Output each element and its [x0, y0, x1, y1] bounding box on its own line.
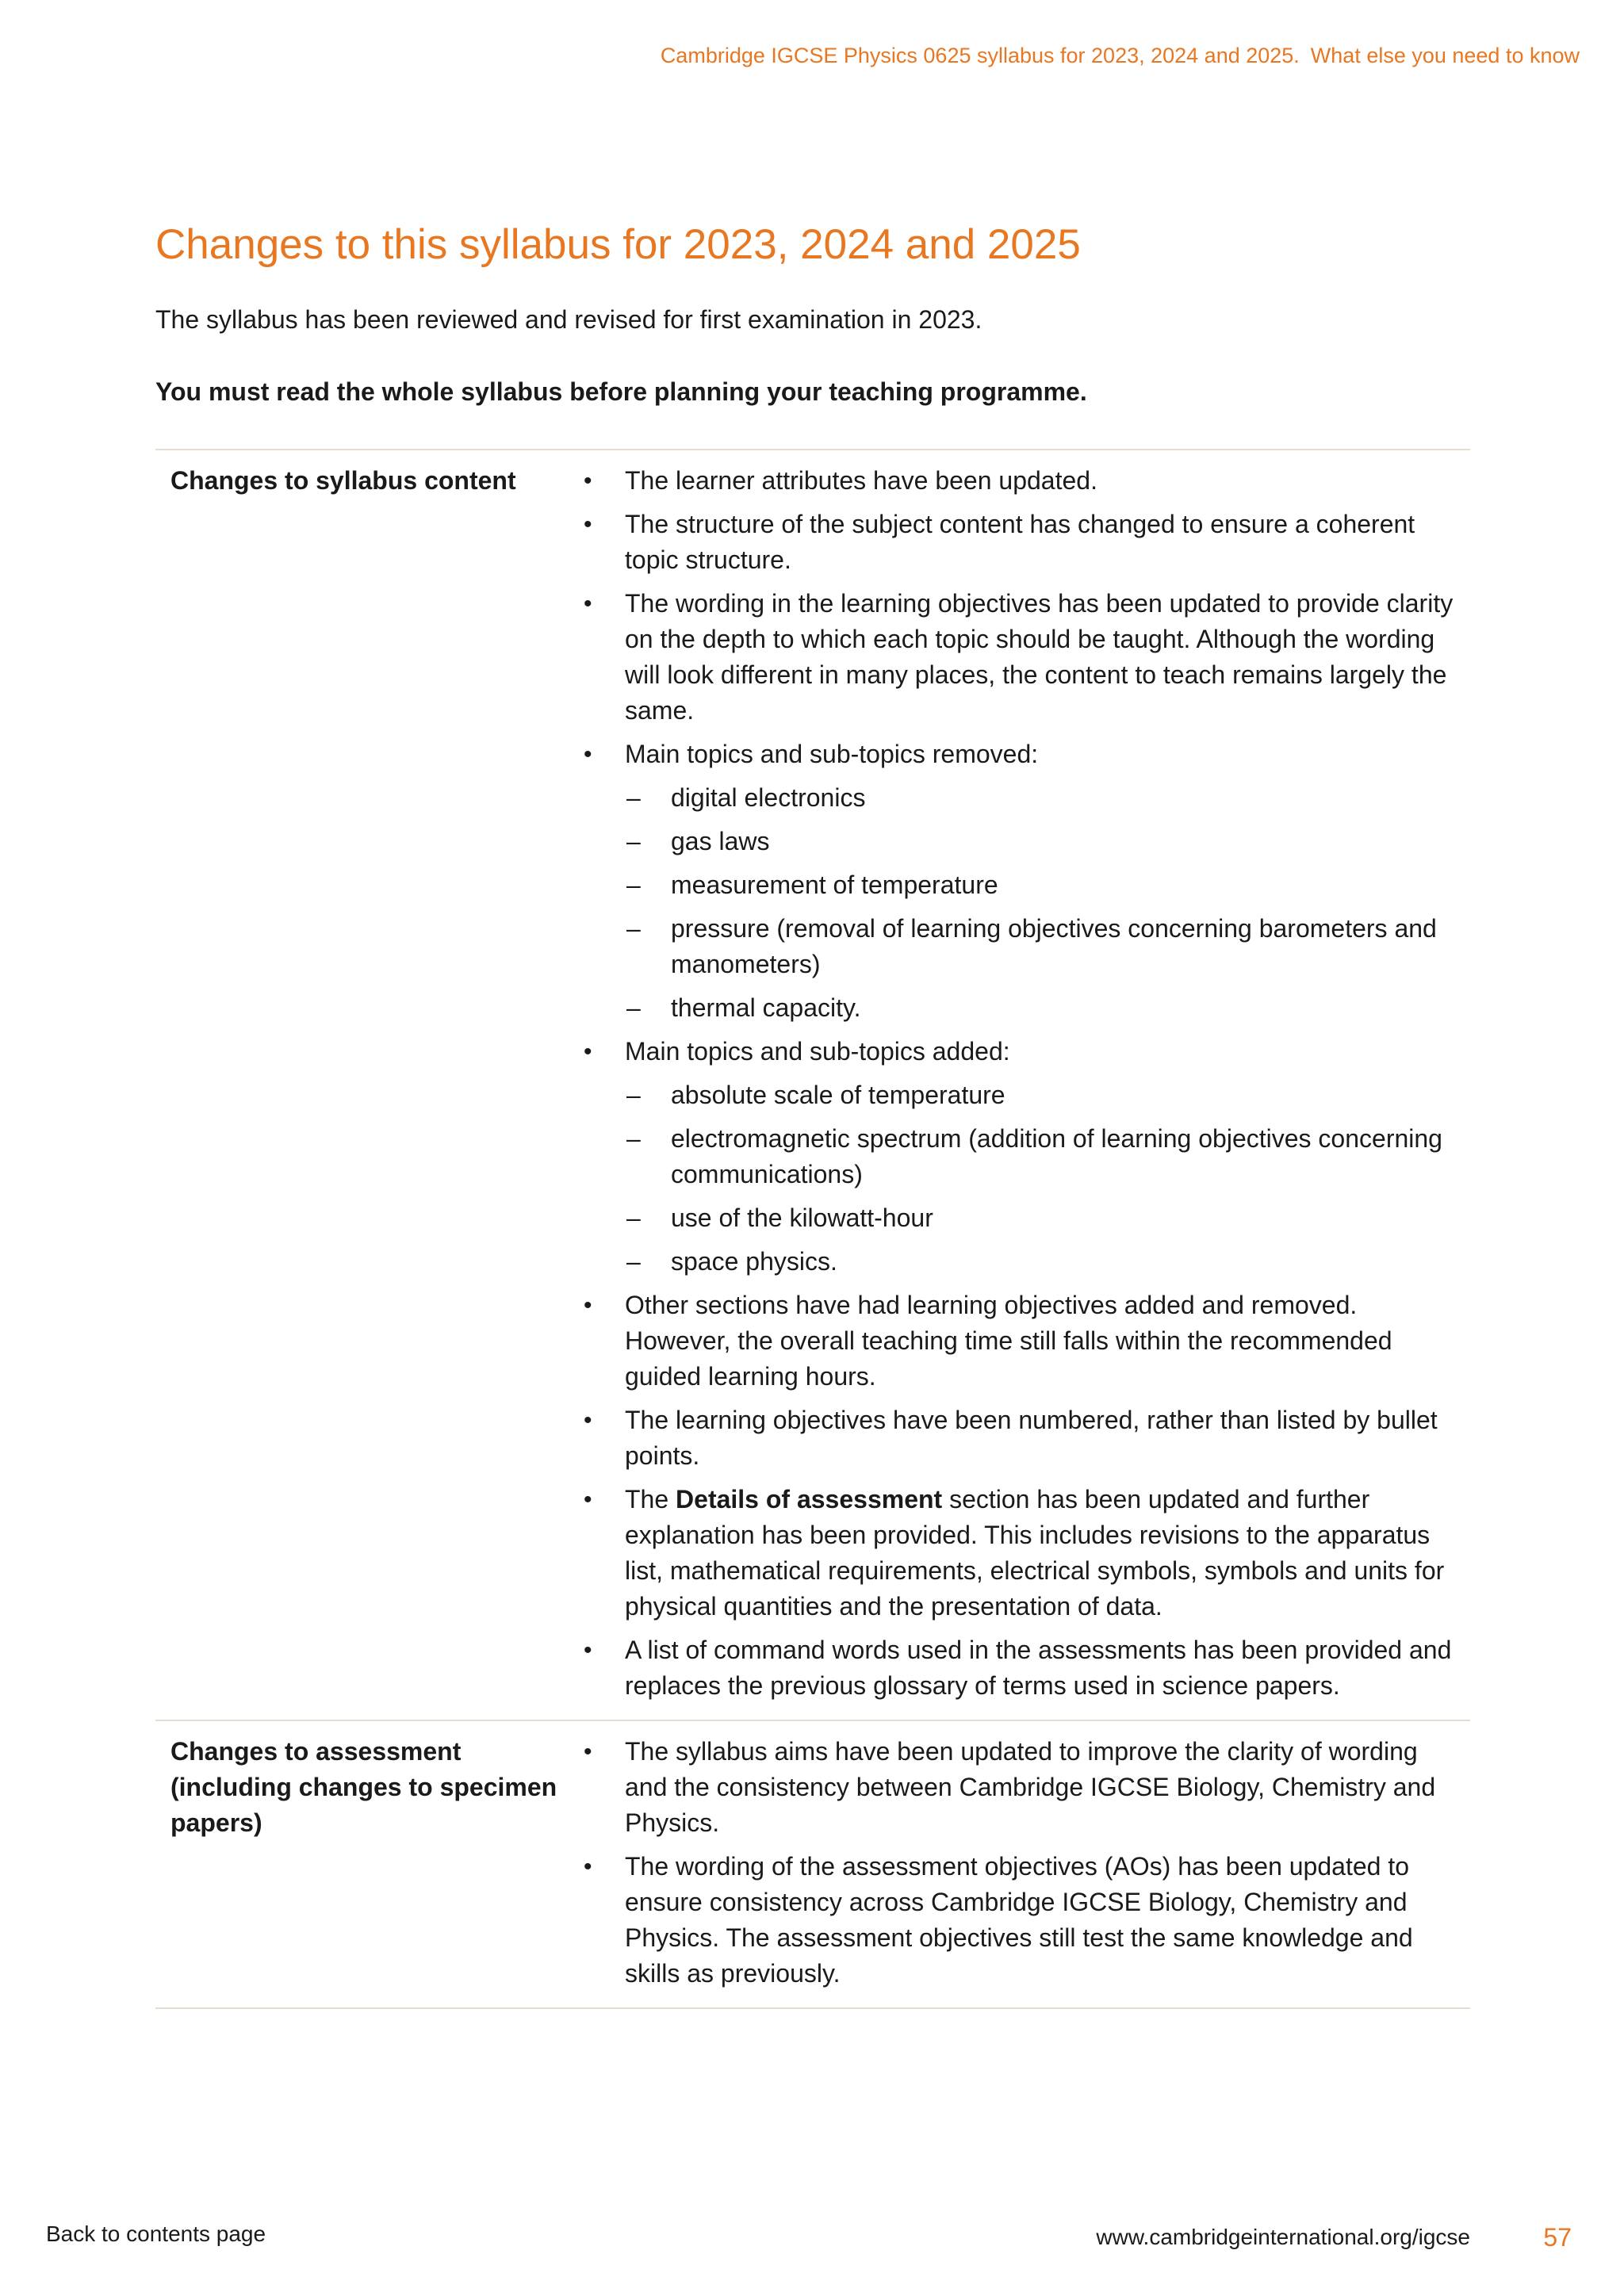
sub-list-item-text: measurement of temperature — [671, 871, 998, 899]
dash-icon: – — [626, 783, 641, 812]
row-label-assessment-changes: Changes to assessment (including changes to specimen papers) — [170, 1737, 557, 1837]
bullet-icon: • — [584, 1292, 592, 1318]
running-header-title: Cambridge IGCSE Physics 0625 syllabus for 2023, 2024 and 2025. — [660, 44, 1300, 67]
list-item — [576, 1402, 1470, 1474]
bullet-icon: • — [584, 591, 592, 617]
bullet-icon: • — [584, 1854, 592, 1880]
list-item — [576, 1849, 1470, 1992]
dash-icon: – — [626, 1247, 641, 1276]
sub-list-item-text: pressure (removal of learning objectives concerning barometers and manometers) — [671, 914, 1437, 978]
sub-list-item — [625, 990, 1464, 1026]
dash-icon: – — [626, 1203, 641, 1232]
list-item — [576, 1632, 1470, 1704]
sub-list-item — [625, 1200, 1464, 1236]
list-item — [576, 586, 1470, 729]
sub-list-item-text: digital electronics — [671, 783, 866, 812]
sub-list-item — [625, 1077, 1464, 1113]
sub-list-item-text: space physics. — [671, 1247, 837, 1276]
list-item-details-of-assessment — [576, 1482, 1470, 1624]
sub-list-item-text: thermal capacity. — [671, 993, 861, 1022]
sub-list-item-text: absolute scale of temperature — [671, 1081, 1005, 1109]
sub-list-item — [625, 911, 1464, 982]
text-prefix: The — [625, 1485, 676, 1513]
bullet-icon: • — [584, 741, 592, 767]
bullet-icon: • — [584, 1039, 592, 1065]
running-header-section: What else you need to know — [1310, 44, 1580, 67]
list-item-text: The wording of the assessment objectives (AOs) has been updated to ensure consistency across Cambridge IGCSE Biology, Chemistry and Physics. The assessment objectives still test the same knowledge and skills as previously. — [625, 1852, 1413, 1988]
sub-list-item — [625, 1244, 1464, 1280]
dash-icon: – — [626, 871, 641, 899]
list-item-text: Main topics and sub-topics removed: — [625, 740, 1039, 768]
list-item-text: The syllabus aims have been updated to improve the clarity of wording and the consistency between Cambridge IGCSE Biology, Chemistry and Physics. — [625, 1737, 1436, 1837]
list-item-text: The wording in the learning objectives has been updated to provide clarity on the depth to which each topic should be taught. Although the wording will look different in many places, the content to teach remains largely the same. — [625, 589, 1454, 725]
bullet-icon: • — [584, 1407, 592, 1433]
row-label-content-changes: Changes to syllabus content — [170, 466, 516, 495]
bullet-icon: • — [584, 1637, 592, 1663]
list-item — [576, 1288, 1470, 1395]
content-changes-list — [576, 463, 1470, 1704]
dash-icon: – — [626, 914, 641, 943]
sub-list-item — [625, 824, 1464, 859]
sub-list-item-text: electromagnetic spectrum (addition of learning objectives concerning communications) — [671, 1124, 1442, 1188]
details-of-assessment-term: Details of assessment — [676, 1485, 943, 1513]
list-item-removed-topics — [576, 737, 1470, 1026]
list-item-added-topics — [576, 1034, 1470, 1280]
intro-paragraph: The syllabus has been reviewed and revised for first examination in 2023. — [155, 305, 982, 334]
bullet-icon: • — [584, 1487, 592, 1513]
list-item-text: The structure of the subject content has changed to ensure a coherent topic structure. — [625, 510, 1415, 574]
bullet-icon: • — [584, 468, 592, 494]
running-header — [661, 44, 1580, 68]
sub-list-item-text: gas laws — [671, 827, 770, 855]
text-suffix: section has been updated and further explanation has been provided. This includes revisions to the apparatus list, mathematical requirements, electrical symbols, symbols and units for physical quantities and the presentation of data. — [625, 1485, 1445, 1621]
dash-icon: – — [626, 993, 641, 1022]
list-item-text: The learning objectives have been numbered, rather than listed by bullet points. — [625, 1406, 1438, 1470]
list-item — [576, 507, 1470, 578]
assessment-changes-list — [576, 1734, 1470, 1992]
dash-icon: – — [626, 1124, 641, 1153]
dash-icon: – — [626, 1081, 641, 1109]
bullet-icon: • — [584, 1739, 592, 1765]
added-topics-list — [625, 1077, 1464, 1280]
list-item-text: A list of command words used in the assessments has been provided and replaces the previous glossary of terms used in science papers. — [625, 1636, 1452, 1700]
list-item-text: Other sections have had learning objectives added and removed. However, the overall teaching time still falls within the recommended guided learning hours. — [625, 1291, 1392, 1391]
reading-notice: You must read the whole syllabus before planning your teaching programme. — [155, 377, 1087, 406]
table-row-assessment-changes — [155, 1721, 1470, 2009]
sub-list-item — [625, 1121, 1464, 1192]
dash-icon: – — [626, 827, 641, 855]
list-item — [576, 1734, 1470, 1841]
list-item-text — [625, 1482, 1470, 1624]
bullet-icon: • — [584, 511, 592, 538]
list-item — [576, 463, 1470, 499]
sub-list-item — [625, 867, 1464, 903]
page-number: 57 — [1543, 2223, 1572, 2252]
changes-table — [155, 449, 1470, 2009]
removed-topics-list — [625, 780, 1464, 1026]
sub-list-item-text: use of the kilowatt-hour — [671, 1203, 933, 1232]
sub-list-item — [625, 780, 1464, 816]
website-link[interactable]: www.cambridgeinternational.org/igcse — [1096, 2225, 1470, 2249]
list-item-text: The learner attributes have been updated. — [625, 466, 1097, 495]
back-to-contents-link[interactable]: Back to contents page — [46, 2221, 266, 2246]
page-title: Changes to this syllabus for 2023, 2024 and 2025 — [155, 221, 1081, 268]
list-item-text: Main topics and sub-topics added: — [625, 1037, 1010, 1066]
table-row-content-changes — [155, 450, 1470, 1721]
